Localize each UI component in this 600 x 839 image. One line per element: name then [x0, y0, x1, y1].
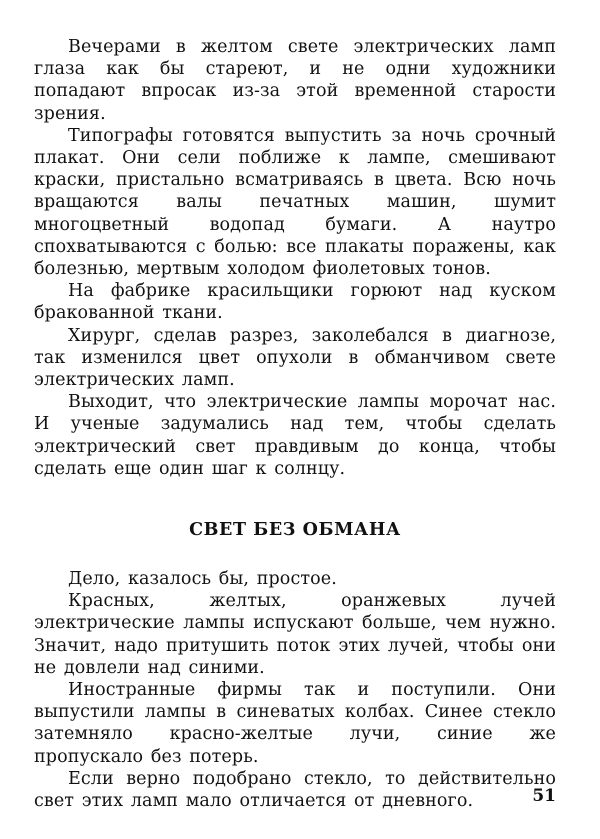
page-number: 51	[532, 786, 556, 806]
paragraph: Выходит, что электрические лампы морочат нас. И ученые задумались над тем, чтобы сделать электрический свет правдивым до конца, чтобы сделать еще один шаг к солнцу.	[34, 392, 556, 479]
paragraph: Иностранные фирмы так и поступили. Они выпустили лампы в синеватых колбах. Синее стекло затемняло красно-желтые лучи, синие же пропускало без потерь.	[34, 680, 556, 767]
paragraph: На фабрике красильщики горюют над куском бракованной ткани.	[34, 281, 556, 324]
paragraph: Если верно подобрано стекло, то действительно свет этих ламп мало отличается от дневного.	[34, 768, 556, 812]
section-heading: СВЕТ БЕЗ ОБМАНА	[189, 520, 401, 541]
paragraph: Типографы готовятся выпустить за ночь срочный плакат. Они сели поближе к лампе, смешивают краски, пристально всматриваясь в цвета. Всю ночь вращаются валы печатных машин, шумит многоцветный водопад бумаги. А наутро спохватываются с болью: все плакаты поражены, как болезнью, мертвым холодом фиолетовых тонов.	[34, 125, 556, 280]
paragraph: Хирург, сделав разрез, заколебался в диагнозе, так изменился цвет опухоли в обманчивом свете электрических ламп.	[34, 325, 556, 391]
paragraph: Вечерами в желтом свете электрических ламп глаза как бы стареют, и не одни художники попадают впросак из-за этой временной старости зрения.	[34, 37, 556, 124]
page-text-block	[34, 36, 556, 812]
paragraph: Красных, желтых, оранжевых лучей электрические лампы испускают больше, чем нужно. Значит, надо притушить поток этих лучей, чтобы они не довлели над синими.	[34, 591, 556, 678]
paragraph: Дело, казалось бы, простое.	[68, 569, 337, 590]
